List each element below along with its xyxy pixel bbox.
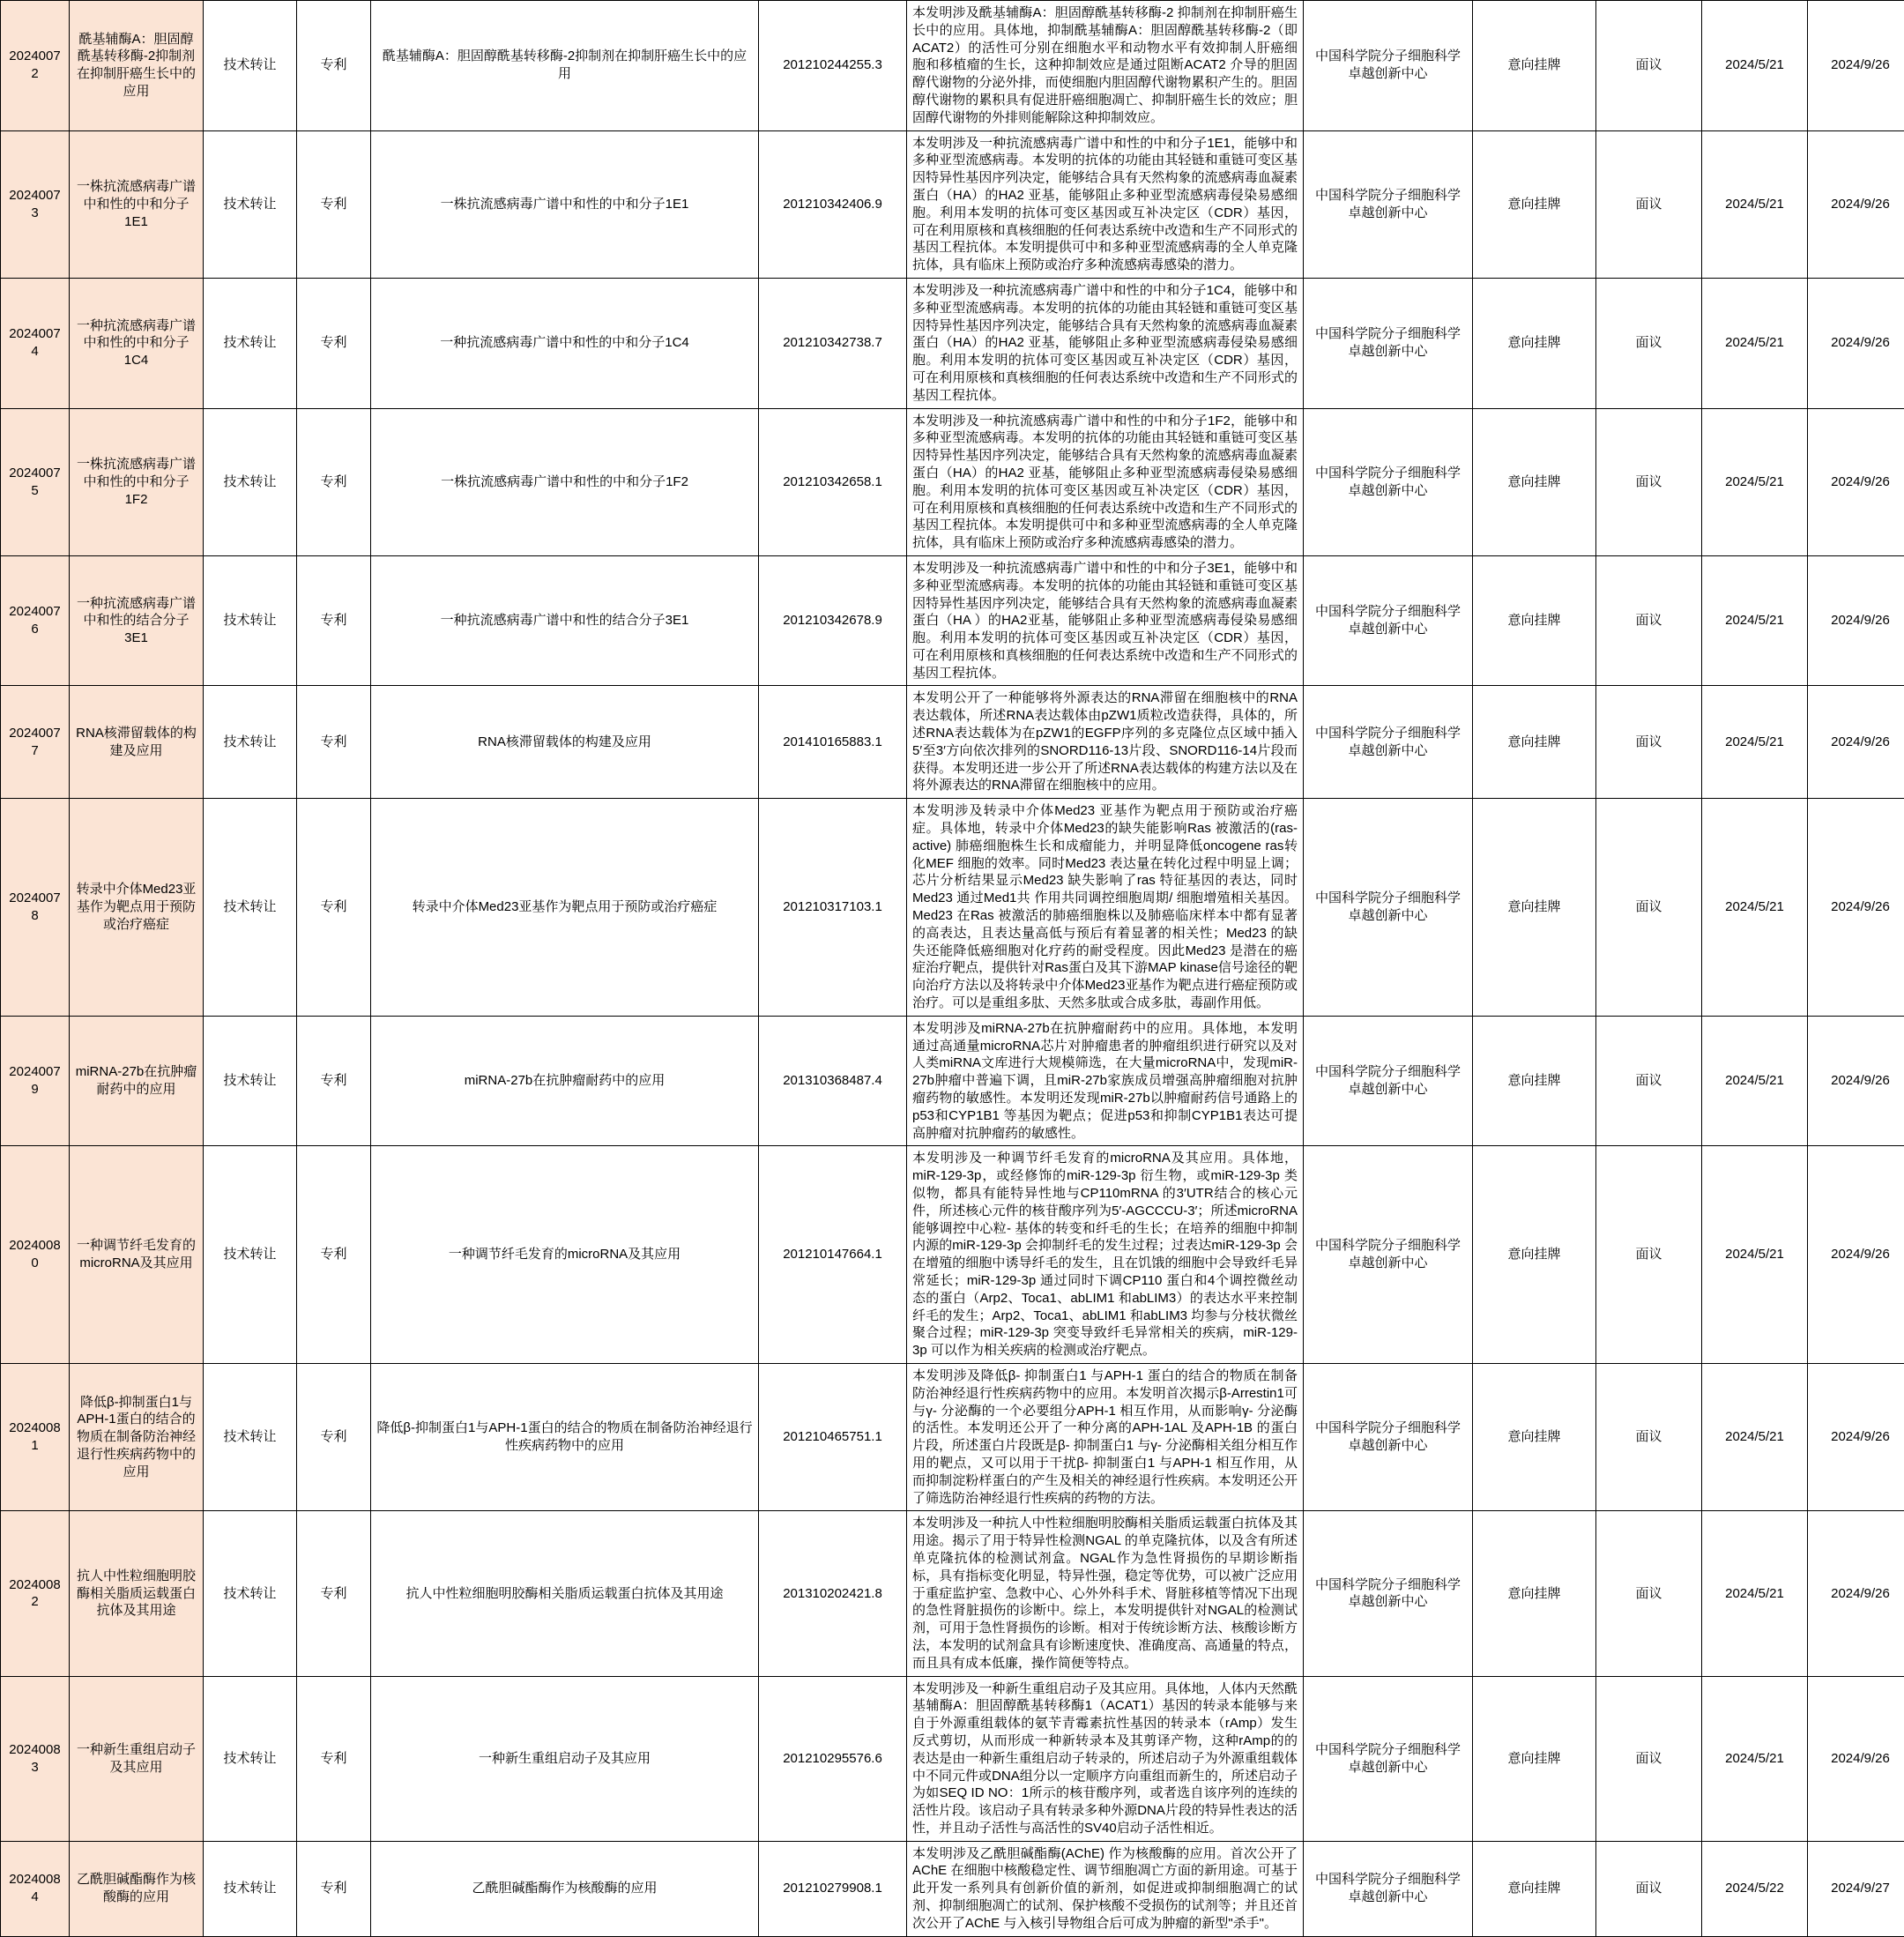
application-number: 201210317103.1 (759, 799, 907, 1017)
publish-date: 2024/5/21 (1702, 1363, 1808, 1510)
result-kind: 专利 (297, 130, 371, 278)
price: 面议 (1596, 1, 1702, 131)
table-row (1, 1, 1904, 131)
record-id: 20240081 (1, 1363, 70, 1510)
abstract-text: 本发明涉及一种调节纤毛发育的microRNA及其应用。具体地，miR-129-3p，或经修饰的miR-129-3p 衍生物，或miR-129-3p 类似物，都具有能特异性地与CP110mRNA 的3′UTR结合的核心元件，所述核心元件的核苷酸序列为5′-AGCCCU-3′；所述microRNA 能够调控中心粒- 基体的转变和纤毛的生长；在培养的细胞中抑制内源的miR-129-3p 会抑制纤毛的发生过程；过表达miR-129-3p 会在增殖的细胞中诱导纤毛的发生，且在饥饿的细胞中会导致纤毛异常延长；miR-129-3p 通过同时下调CP110 蛋白和4个调控微丝动态的蛋白（Arp2、Toca1、abLIM1 和abLIM3）的表达水平来控制纤毛的发生；Arp2、Toca1、abLIM1 和abLIM3 均参与分枝状微丝聚合过程；miR-129-3p 突变导致纤毛异常相关的疾病，miR-129-3p 可以作为相关疾病的检测或治疗靶点。 (907, 1146, 1304, 1364)
application-number: 201210342658.1 (759, 408, 907, 555)
table-row (1, 1363, 1904, 1510)
cooperation-type: 技术转让 (204, 278, 297, 408)
transaction-mode: 意向挂牌 (1473, 1146, 1596, 1364)
price: 面议 (1596, 1841, 1702, 1936)
abstract-text: 本发明涉及一种新生重组启动子及其应用。具体地，人体内天然酰基辅酶A：胆固醇酰基转移酶1（ACAT1）基因的转录本能够与来自于外源重组载体的氨苄青霉素抗性基因的转录本（rAmp）发生反式剪切，从而形成一种新转录本及其剪译产物，这种rAmp的的表达是由一种新生重组启动子转录的，所述启动子为外源重组载体中不同元件或DNA组分以一定顺序方向重组而新生的，所述启动子为如SEQ ID NO：1所示的核苷酸序列，或者选自该序列的连续的活性片段。该启动子具有转录多种外源DNA片段的特异性表达的活性，并且动子活性与高活性的SV40启动子活性相近。 (907, 1676, 1304, 1841)
publish-date: 2024/5/21 (1702, 130, 1808, 278)
price: 面议 (1596, 1146, 1702, 1364)
patent-title: miRNA-27b在抗肿瘤耐药中的应用 (371, 1016, 759, 1146)
publish-date: 2024/5/21 (1702, 799, 1808, 1017)
project-name: 乙酰胆碱酯酶作为核酸酶的应用 (70, 1841, 204, 1936)
price: 面议 (1596, 1016, 1702, 1146)
cooperation-type: 技术转让 (204, 130, 297, 278)
table-row (1, 799, 1904, 1017)
table-row (1, 1841, 1904, 1936)
cooperation-type: 技术转让 (204, 1676, 297, 1841)
organization: 中国科学院分子细胞科学卓越创新中心 (1304, 1, 1473, 131)
deadline-date: 2024/9/26 (1808, 1676, 1904, 1841)
publish-date: 2024/5/21 (1702, 1511, 1808, 1676)
deadline-date: 2024/9/26 (1808, 408, 1904, 555)
record-id: 20240082 (1, 1511, 70, 1676)
publish-date: 2024/5/22 (1702, 1841, 1808, 1936)
deadline-date: 2024/9/26 (1808, 1, 1904, 131)
result-kind: 专利 (297, 1, 371, 131)
price: 面议 (1596, 1511, 1702, 1676)
publish-date: 2024/5/21 (1702, 1016, 1808, 1146)
cooperation-type: 技术转让 (204, 799, 297, 1017)
application-number: 201210279908.1 (759, 1841, 907, 1936)
cooperation-type: 技术转让 (204, 555, 297, 686)
project-name: 一种调节纤毛发育的microRNA及其应用 (70, 1146, 204, 1364)
table-row (1, 1146, 1904, 1364)
transaction-mode: 意向挂牌 (1473, 1363, 1596, 1510)
patent-title: 抗人中性粒细胞明胶酶相关脂质运载蛋白抗体及其用途 (371, 1511, 759, 1676)
project-name: 一种新生重组启动子及其应用 (70, 1676, 204, 1841)
record-id: 20240080 (1, 1146, 70, 1364)
transaction-mode: 意向挂牌 (1473, 1841, 1596, 1936)
transaction-mode: 意向挂牌 (1473, 799, 1596, 1017)
result-kind: 专利 (297, 1363, 371, 1510)
application-number: 201210147664.1 (759, 1146, 907, 1364)
deadline-date: 2024/9/27 (1808, 1841, 1904, 1936)
application-number: 201210465751.1 (759, 1363, 907, 1510)
deadline-date: 2024/9/26 (1808, 278, 1904, 408)
organization: 中国科学院分子细胞科学卓越创新中心 (1304, 1146, 1473, 1364)
patent-title: 一株抗流感病毒广谱中和性的中和分子1F2 (371, 408, 759, 555)
price: 面议 (1596, 799, 1702, 1017)
abstract-text: 本发明涉及降低β- 抑制蛋白1 与APH-1 蛋白的结合的物质在制备防治神经退行性疾病药物中的应用。本发明首次揭示β-Arrestin1可与γ- 分泌酶的一个必要组分APH-1 相互作用，从而影响γ- 分泌酶的活性。本发明还公开了一种分离的APH-1AL 及APH-1B 的蛋白片段，所述蛋白片段既是β- 抑制蛋白1 与γ- 分泌酶相关组分相互作用的靶点，又可以用于干扰β- 抑制蛋白1 与APH-1 相互作用，从而抑制淀粉样蛋白的产生及相关的神经退行性疾病。本发明还公开了筛选防治神经退行性疾病的药物的方法。 (907, 1363, 1304, 1510)
patent-title: 乙酰胆碱酯酶作为核酸酶的应用 (371, 1841, 759, 1936)
project-name: 抗人中性粒细胞明胶酶相关脂质运载蛋白抗体及其用途 (70, 1511, 204, 1676)
application-number: 201310202421.8 (759, 1511, 907, 1676)
price: 面议 (1596, 1676, 1702, 1841)
table-body (1, 1, 1904, 1937)
abstract-text: 本发明涉及一种抗流感病毒广谱中和性的中和分子1F2，能够中和多种亚型流感病毒。本发明的抗体的功能由其轻链和重链可变区基因特异性基因序列决定，能够结合具有天然构象的流感病毒血凝素蛋白（HA）的HA2 亚基，能够阻止多种亚型流感病毒侵染易感细胞。利用本发明的抗体可变区基因或互补决定区（CDR）基因，可在利用原核和真核细胞的任何表达系统中改造和生产不同形式的基因工程抗体。本发明提供可中和多种亚型流感病毒的全人单克隆抗体，具有临床上预防或治疗多种流感病毒感染的潜力。 (907, 408, 1304, 555)
cooperation-type: 技术转让 (204, 1016, 297, 1146)
result-kind: 专利 (297, 1016, 371, 1146)
price: 面议 (1596, 278, 1702, 408)
price: 面议 (1596, 686, 1702, 799)
abstract-text: 本发明涉及乙酰胆碱酯酶(AChE) 作为核酸酶的应用。首次公开了AChE 在细胞中核酸稳定性、调节细胞凋亡方面的新用途。可基于此开发一系列具有创新价值的新剂，如促进或抑制细胞凋亡的试剂、抑制细胞凋亡的试剂、保护核酸不受损伤的试剂等；并且还首次公开了AChE 与入核引导物组合后可成为肿瘤的新型"杀手"。 (907, 1841, 1304, 1936)
record-id: 20240078 (1, 799, 70, 1017)
organization: 中国科学院分子细胞科学卓越创新中心 (1304, 1511, 1473, 1676)
result-kind: 专利 (297, 555, 371, 686)
table-row (1, 1676, 1904, 1841)
cooperation-type: 技术转让 (204, 1511, 297, 1676)
transaction-mode: 意向挂牌 (1473, 555, 1596, 686)
abstract-text: 本发明涉及转录中介体Med23 亚基作为靶点用于预防或治疗癌症。具体地，转录中介体Med23的缺失能影响Ras 被激活的(ras-active) 肺癌细胞株生长和成瘤能力，并明显降低oncogene ras转化MEF 细胞的效率。同时Med23 表达量在转化过程中明显上调；芯片分析结果显示Med23 缺失影响了ras 特征基因的表达，同时Med23 通过Med1共 作用共同调控细胞周期/ 细胞增殖相关基因。Med23 在Ras 被激活的肺癌细胞株以及肺癌临床样本中都有显著的高表达，且表达量高低与预后有着显著的相关性；Med23 的缺失还能降低癌细胞对化疗药的耐受程度。因此Med23 是潜在的癌症治疗靶点，提供针对Ras蛋白及其下游MAP kinase信号途径的靶向治疗方法以及将转录中介体Med23亚基作为靶点进行癌症预防或治疗。可以是重组多肽、天然多肽或合成多肽，毒副作用低。 (907, 799, 1304, 1017)
patent-title: 一种抗流感病毒广谱中和性的结合分子3E1 (371, 555, 759, 686)
deadline-date: 2024/9/26 (1808, 130, 1904, 278)
price: 面议 (1596, 408, 1702, 555)
project-name: 酰基辅酶A：胆固醇酰基转移酶-2抑制剂在抑制肝癌生长中的应用 (70, 1, 204, 131)
application-number: 201210295576.6 (759, 1676, 907, 1841)
deadline-date: 2024/9/26 (1808, 1363, 1904, 1510)
price: 面议 (1596, 555, 1702, 686)
table-row (1, 1016, 1904, 1146)
project-name: 降低β-抑制蛋白1与APH-1蛋白的结合的物质在制备防治神经退行性疾病药物中的应用 (70, 1363, 204, 1510)
publish-date: 2024/5/21 (1702, 1, 1808, 131)
patent-title: 酰基辅酶A：胆固醇酰基转移酶-2抑制剂在抑制肝癌生长中的应用 (371, 1, 759, 131)
publish-date: 2024/5/21 (1702, 278, 1808, 408)
cooperation-type: 技术转让 (204, 1363, 297, 1510)
organization: 中国科学院分子细胞科学卓越创新中心 (1304, 130, 1473, 278)
record-id: 20240083 (1, 1676, 70, 1841)
project-name: RNA核滞留载体的构建及应用 (70, 686, 204, 799)
transaction-mode: 意向挂牌 (1473, 1511, 1596, 1676)
application-number: 201210244255.3 (759, 1, 907, 131)
publish-date: 2024/5/21 (1702, 1146, 1808, 1364)
organization: 中国科学院分子细胞科学卓越创新中心 (1304, 408, 1473, 555)
transaction-mode: 意向挂牌 (1473, 686, 1596, 799)
project-name: 一株抗流感病毒广谱中和性的中和分子1F2 (70, 408, 204, 555)
table-row (1, 278, 1904, 408)
table-row (1, 130, 1904, 278)
transaction-mode: 意向挂牌 (1473, 1676, 1596, 1841)
deadline-date: 2024/9/26 (1808, 555, 1904, 686)
abstract-text: 本发明公开了一种能够将外源表达的RNA滞留在细胞核中的RNA表达载体，所述RNA表达载体由pZW1质粒改造获得，具体的，所述RNA表达载体为在pZW1的EGFP序列的多克隆位点区域中插入5′至3′方向依次排列的SNORD116-13片段、SNORD116-14片段而获得。本发明还进一步公开了所述RNA表达载体的构建方法以及在将外源表达的RNA滞留在细胞核中的应用。 (907, 686, 1304, 799)
table-row (1, 686, 1904, 799)
organization: 中国科学院分子细胞科学卓越创新中心 (1304, 1676, 1473, 1841)
transaction-mode: 意向挂牌 (1473, 1016, 1596, 1146)
result-kind: 专利 (297, 799, 371, 1017)
abstract-text: 本发明涉及一种抗人中性粒细胞明胶酶相关脂质运载蛋白抗体及其用途。揭示了用于特异性检测NGAL 的单克隆抗体，以及含有所述单克隆抗体的检测试剂盒。NGAL作为急性肾损伤的早期诊断指标，具有指标变化明显，特异性强，稳定等优势，可以被广泛应用于重症监护室、急救中心、心外外科手术、肾脏移植等情况下出现的急性肾脏损伤的诊断中。综上，本发明提供针对NGAL的检测试剂，可用于急性肾损伤的诊断。相对于传统诊断方法、核酸诊断方法，本发明的试剂盒具有诊断速度快、准确度高、高通量的特点，而且具有成本低廉，操作简便等特点。 (907, 1511, 1304, 1676)
result-kind: 专利 (297, 1146, 371, 1364)
organization: 中国科学院分子细胞科学卓越创新中心 (1304, 1016, 1473, 1146)
deadline-date: 2024/9/26 (1808, 1146, 1904, 1364)
abstract-text: 本发明涉及miRNA-27b在抗肿瘤耐药中的应用。具体地，本发明通过高通量microRNA芯片对肿瘤患者的肿瘤组织进行研究以及对人类miRNA文库进行大规模筛选，在大量microRNA中，发现miR-27b肿瘤中普遍下调，且miR-27b家族成员增强高肿瘤细胞对抗肿瘤药物的敏感性。本发明还发现miR-27b以肿瘤耐药信号通路上的p53和CYP1B1 等基因为靶点；促进p53和抑制CYP1B1表达可提高肿瘤对抗肿瘤药的敏感性。 (907, 1016, 1304, 1146)
table-row (1, 555, 1904, 686)
organization: 中国科学院分子细胞科学卓越创新中心 (1304, 1363, 1473, 1510)
project-name: 一株抗流感病毒广谱中和性的中和分子1E1 (70, 130, 204, 278)
deadline-date: 2024/9/26 (1808, 1511, 1904, 1676)
organization: 中国科学院分子细胞科学卓越创新中心 (1304, 1841, 1473, 1936)
project-name: miRNA-27b在抗肿瘤耐药中的应用 (70, 1016, 204, 1146)
result-kind: 专利 (297, 686, 371, 799)
result-kind: 专利 (297, 1841, 371, 1936)
abstract-text: 本发明涉及一种抗流感病毒广谱中和性的中和分子1C4，能够中和多种亚型流感病毒。本发明的抗体的功能由其轻链和重链可变区基因特异性基因序列决定，能够结合具有天然构象的流感病毒血凝素蛋白（HA）的HA2 亚基，能够阻止多种亚型流感病毒侵染易感细胞。利用本发明的抗体可变区基因或互补决定区（CDR）基因，可在利用原核和真核细胞的任何表达系统中改造和生产不同形式的基因工程抗体。 (907, 278, 1304, 408)
deadline-date: 2024/9/26 (1808, 1016, 1904, 1146)
abstract-text: 本发明涉及酰基辅酶A：胆固醇酰基转移酶-2 抑制剂在抑制肝癌生长中的应用。具体地，抑制酰基辅酶A：胆固醇酰基转移酶-2（即ACAT2）的活性可分别在细胞水平和动物水平有效抑制人肝癌细胞和移植瘤的生长，这种抑制效应是通过阻断ACAT2 介导的胆固醇代谢物的分泌外排，而使细胞内胆固醇代谢物累积产生的。胆固醇代谢物的累积具有促进肝癌细胞凋亡、抑制肝癌生长的效应；胆固醇代谢物的外排则能解除这种抑制效应。 (907, 1, 1304, 131)
publish-date: 2024/5/21 (1702, 408, 1808, 555)
table-row (1, 408, 1904, 555)
patent-title: 一株抗流感病毒广谱中和性的中和分子1E1 (371, 130, 759, 278)
deadline-date: 2024/9/26 (1808, 686, 1904, 799)
organization: 中国科学院分子细胞科学卓越创新中心 (1304, 278, 1473, 408)
application-number: 201310368487.4 (759, 1016, 907, 1146)
project-name: 一种抗流感病毒广谱中和性的中和分子1C4 (70, 278, 204, 408)
organization: 中国科学院分子细胞科学卓越创新中心 (1304, 799, 1473, 1017)
project-name: 一种抗流感病毒广谱中和性的结合分子3E1 (70, 555, 204, 686)
result-kind: 专利 (297, 1676, 371, 1841)
transaction-mode: 意向挂牌 (1473, 408, 1596, 555)
publish-date: 2024/5/21 (1702, 686, 1808, 799)
table-row (1, 1511, 1904, 1676)
application-number: 201210342678.9 (759, 555, 907, 686)
record-id: 20240076 (1, 555, 70, 686)
patent-title: 一种新生重组启动子及其应用 (371, 1676, 759, 1841)
result-kind: 专利 (297, 408, 371, 555)
patent-title: 降低β-抑制蛋白1与APH-1蛋白的结合的物质在制备防治神经退行性疾病药物中的应用 (371, 1363, 759, 1510)
abstract-text: 本发明涉及一种抗流感病毒广谱中和性的中和分子1E1，能够中和多种亚型流感病毒。本发明的抗体的功能由其轻链和重链可变区基因特异性基因序列决定，能够结合具有天然构象的流感病毒血凝素蛋白（HA）的HA2 亚基，能够阻止多种亚型流感病毒侵染易感细胞。利用本发明的抗体可变区基因或互补决定区（CDR）基因，可在利用原核和真核细胞的任何表达系统中改造和生产不同形式的基因工程抗体。本发明提供可中和多种亚型流感病毒的全人单克隆抗体，具有临床上预防或治疗多种流感病毒感染的潜力。 (907, 130, 1304, 278)
cooperation-type: 技术转让 (204, 1, 297, 131)
cooperation-type: 技术转让 (204, 686, 297, 799)
result-kind: 专利 (297, 278, 371, 408)
record-id: 20240072 (1, 1, 70, 131)
cooperation-type: 技术转让 (204, 408, 297, 555)
application-number: 201210342406.9 (759, 130, 907, 278)
patent-title: 一种抗流感病毒广谱中和性的中和分子1C4 (371, 278, 759, 408)
record-id: 20240074 (1, 278, 70, 408)
patent-title: RNA核滞留载体的构建及应用 (371, 686, 759, 799)
project-name: 转录中介体Med23亚基作为靶点用于预防或治疗癌症 (70, 799, 204, 1017)
cooperation-type: 技术转让 (204, 1146, 297, 1364)
organization: 中国科学院分子细胞科学卓越创新中心 (1304, 686, 1473, 799)
publish-date: 2024/5/21 (1702, 1676, 1808, 1841)
record-id: 20240079 (1, 1016, 70, 1146)
cooperation-type: 技术转让 (204, 1841, 297, 1936)
record-id: 20240084 (1, 1841, 70, 1936)
price: 面议 (1596, 130, 1702, 278)
organization: 中国科学院分子细胞科学卓越创新中心 (1304, 555, 1473, 686)
application-number: 201410165883.1 (759, 686, 907, 799)
record-id: 20240073 (1, 130, 70, 278)
record-id: 20240075 (1, 408, 70, 555)
price: 面议 (1596, 1363, 1702, 1510)
abstract-text: 本发明涉及一种抗流感病毒广谱中和性的中和分子3E1，能够中和多种亚型流感病毒。本发明的抗体的功能由其轻链和重链可变区基因特异性基因序列决定，能够结合具有天然构象的流感病毒血凝素蛋白（HA ）的HA2亚基，能够阻止多种亚型流感病毒侵染易感细胞。利用本发明的抗体可变区基因或互补决定区（CDR）基因，可在利用原核和真核细胞的任何表达系统中改造和生产不同形式的基因工程抗体。 (907, 555, 1304, 686)
publish-date: 2024/5/21 (1702, 555, 1808, 686)
transaction-mode: 意向挂牌 (1473, 278, 1596, 408)
record-id: 20240077 (1, 686, 70, 799)
result-kind: 专利 (297, 1511, 371, 1676)
deadline-date: 2024/9/26 (1808, 799, 1904, 1017)
patent-title: 转录中介体Med23亚基作为靶点用于预防或治疗癌症 (371, 799, 759, 1017)
transaction-mode: 意向挂牌 (1473, 130, 1596, 278)
transaction-mode: 意向挂牌 (1473, 1, 1596, 131)
application-number: 201210342738.7 (759, 278, 907, 408)
patent-title: 一种调节纤毛发育的microRNA及其应用 (371, 1146, 759, 1364)
